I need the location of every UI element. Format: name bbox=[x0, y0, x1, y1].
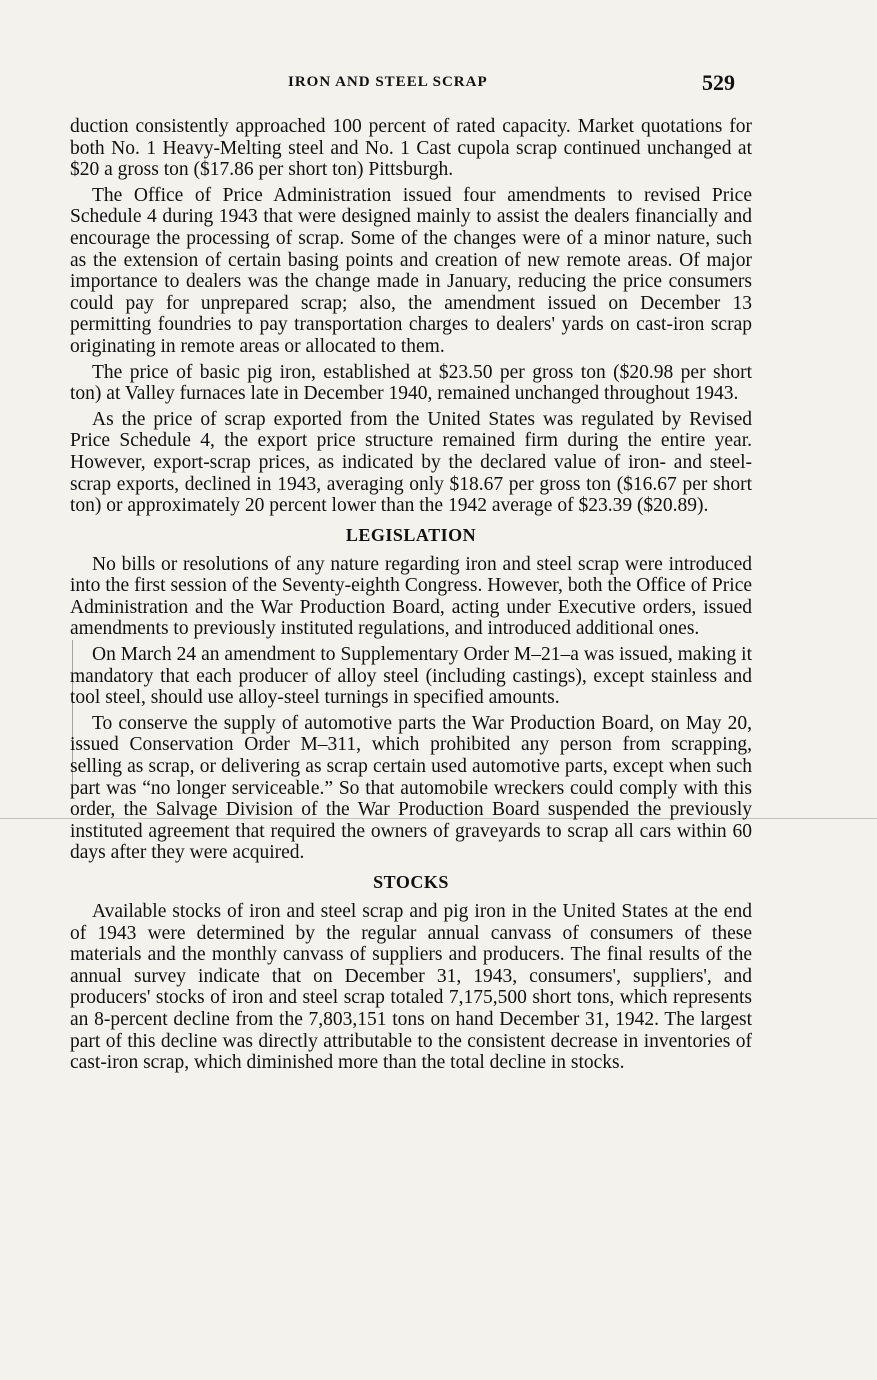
paragraph: No bills or resolutions of any nature regarding iron and steel scrap were introduced into the first session of the Seventy-eighth Congress. However, both the Office of Price Administration and the War Production Board, acting under Executive orders, issued amendments to previously instituted regulations, and introduced additional ones. bbox=[70, 553, 752, 640]
section-heading-legislation: LEGISLATION bbox=[345, 524, 477, 545]
section-heading-stocks: STOCKS bbox=[373, 872, 449, 892]
paragraph: As the price of scrap exported from the United States was regulated by Revised Price Schedule 4, the export price structure remained firm during the entire year. However, export-scrap prices, as indicated by the declared value of iron- and steel-scrap exports, declined in 1943, averaging only $18.67 per gross ton ($16.67 per short ton) or approximately 20 percent lower than the 1942 average of $23.39 ($20.89). bbox=[70, 408, 752, 517]
body-text bbox=[70, 116, 752, 1078]
legislation-section bbox=[70, 525, 752, 864]
page-number: 529 bbox=[702, 70, 735, 95]
paragraph: On March 24 an amendment to Supplementary Order M–21–a was issued, making it mandatory that each producer of alloy steel (including castings), except stainless and tool steel, should use alloy-steel turnings in specified amounts. bbox=[70, 644, 752, 709]
running-head bbox=[0, 70, 877, 96]
paragraph: To conserve the supply of automotive parts the War Production Board, on May 20, issued Conservation Order M–311, which prohibited any person from scrapping, selling as scrap, or delivering as scrap certain used automotive parts, except when such part was “no longer serviceable.” So that automobile wreckers could comply with this order, the Salvage Division of the War Production Board suspended the previously instituted agreement that required the owners of graveyards to scrap all cars within 60 days after they were acquired. bbox=[70, 712, 752, 864]
running-title: IRON AND STEEL SCRAP bbox=[288, 74, 488, 90]
prices-section bbox=[70, 116, 752, 517]
paragraph: The Office of Price Administration issued four amendments to revised Price Schedule 4 during 1943 that were designed mainly to assist the dealers financially and encourage the processing of scrap. Some of the changes were of a minor nature, such as the extension of certain basing points and creation of new remote areas. Of major importance to dealers was the change made in January, reducing the price consumers could pay for unprepared scrap; also, the amendment issued on December 13 permitting foundries to pay transportation charges to dealers' yards on cast-iron scrap originating in remote areas or allocated to them. bbox=[70, 184, 752, 357]
paragraph: Available stocks of iron and steel scrap and pig iron in the United States at the end of 1943 were determined by the regular annual canvass of consumers of these materials and the monthly canvass of suppliers and producers. The final results of the annual survey indicate that on December 31, 1943, consumers', suppliers', and producers' stocks of iron and steel scrap totaled 7,175,500 short tons, which represents an 8-percent decline from the 7,803,151 tons on hand December 31, 1942. The largest part of this decline was directly attributable to the consistent decrease in inventories of cast-iron scrap, which diminished more than the total decline in stocks. bbox=[70, 901, 752, 1074]
paragraph: The price of basic pig iron, established at $23.50 per gross ton ($20.98 per short ton) at Valley furnaces late in December 1940, remained unchanged throughout 1943. bbox=[70, 361, 752, 405]
stocks-section bbox=[70, 872, 752, 1074]
paragraph: duction consistently approached 100 percent of rated capacity. Market quotations for both No. 1 Heavy-Melting steel and No. 1 Cast cupola scrap continued unchanged at $20 a gross ton ($17.86 per short ton) Pittsburgh. bbox=[70, 116, 752, 181]
